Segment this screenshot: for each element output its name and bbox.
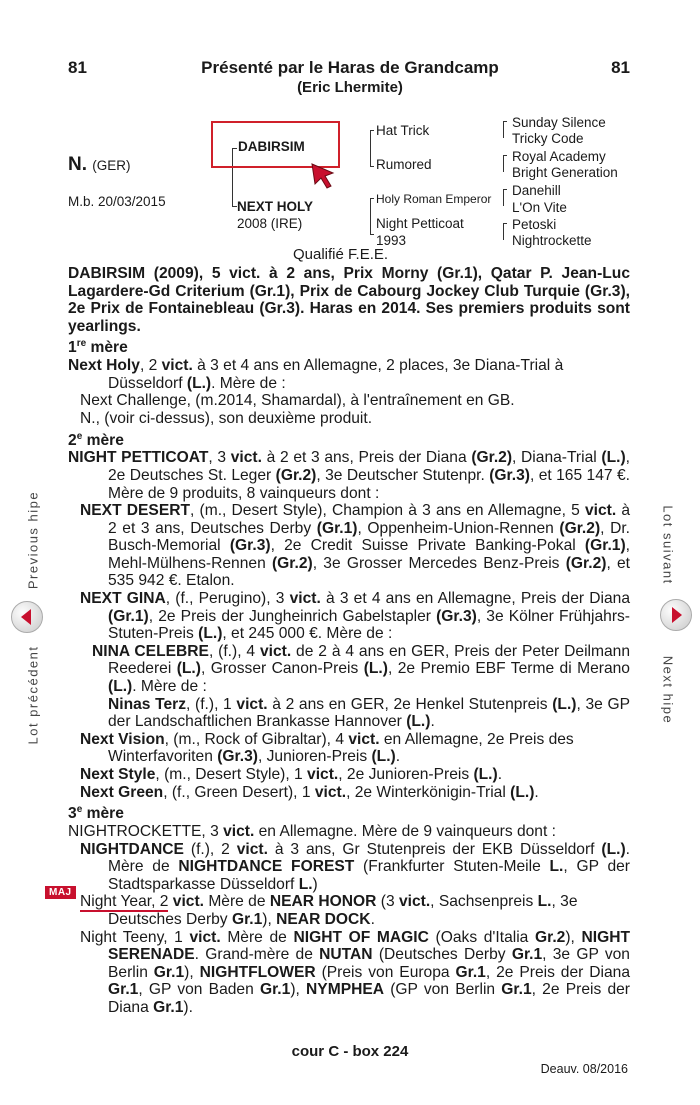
ggp-dds: Petoski: [512, 217, 557, 232]
qualification: Qualifié F.E.E.: [293, 246, 389, 263]
previous-hipe-label[interactable]: Previous hipe: [25, 490, 41, 590]
list-item: Next Green, (f., Green Desert), 1 vict., 2e Winterkönigin-Trial (L.).: [80, 783, 539, 801]
catalogue-body: [68, 265, 630, 1017]
ggp-sdd: Bright Generation: [512, 165, 618, 180]
previous-button[interactable]: [11, 601, 43, 633]
sire-name[interactable]: DABIRSIM: [238, 139, 305, 154]
section-first-dam: 1re mère: [68, 338, 128, 357]
sire-sire: Hat Trick: [376, 123, 430, 138]
previous-lot-label[interactable]: Lot précédent: [25, 645, 41, 745]
lot-number-left: 81: [68, 58, 87, 77]
horse-sex: N.: [68, 154, 87, 175]
arrow-left-icon: [12, 602, 42, 632]
presenter-title: Présenté par le Haras de Grandcamp: [201, 58, 499, 77]
dam-sire: Holy Roman Emperor: [376, 192, 492, 206]
box-location: cour C - box 224: [291, 1043, 409, 1060]
list-item: NINA CELEBRE, (f.), 4 vict. de 2 à 4 ans en GER, Preis der Peter Deilmann Reederei (L.), Grosser Canon-Preis (L.), 2e Premio EBF Terme di Merano (L.). Mère de :: [92, 642, 631, 696]
next-lot-label[interactable]: Lot suivant: [660, 505, 676, 585]
list-item: NIGHTROCKETTE, 3 vict. en Allemagne. Mère de 9 vainqueurs dont :: [68, 822, 556, 840]
list-item: NEXT DESERT, (m., Desert Style), Champion à 3 ans en Allemagne, 5 vict. à 2 et 3 ans, Deutsches Derby (Gr.1), Oppenheim-Union-Rennen (Gr.2), Dr. Busch-Memorial (Gr.3), 2e Credit Suisse Private Banking-Pokal (Gr.1), Mehl-Mülhens-Rennen (Gr.2), 3e Grosser Mercedes Benz-Preis (Gr.2), et 535 942 €. Etalon.: [80, 502, 631, 590]
arrow-right-icon: [661, 600, 691, 630]
list-item: NIGHT PETTICOAT, 3 vict. à 2 et 3 ans, Preis der Diana (Gr.2), Diana-Trial (L.), 2e Deutsches St. Leger (Gr.2), 3e Deutscher Stutenpr. (Gr.3), et 165 147 €. Mère de 9 produits, 8 vainqueurs dont :: [68, 449, 630, 502]
next-button[interactable]: [660, 599, 692, 631]
sire-dam: Rumored: [376, 157, 432, 172]
horse-origin: (GER): [92, 158, 131, 173]
dam-info: 2008 (IRE): [237, 216, 303, 231]
lot-number-right: 81: [611, 58, 630, 77]
ggp-ssd: Tricky Code: [512, 131, 584, 146]
list-item: Ninas Terz, (f.), 1 vict. à 2 ans en GER, 2e Henkel Stutenpreis (L.), 3e GP der Landschaftlichen Brankasse Hannover (L.).: [108, 695, 631, 731]
list-item-updated: Night Year, 2 vict. Mère de NEAR HONOR (3 vict., Sachsenpreis L., 3e Deutsches Derby Gr.1), NEAR DOCK.: [80, 893, 578, 928]
list-item: Next Style, (m., Desert Style), 1 vict., 2e Junioren-Preis (L.).: [80, 766, 503, 783]
ggp-sds: Royal Academy: [512, 149, 606, 164]
list-item: N., (voir ci-dessus), son deuxième produit.: [80, 409, 373, 427]
list-item: Next Vision, (m., Rock of Gibraltar), 4 vict. en Allemagne, 2e Preis des Winterfavoriten (Gr.3), Junioren-Preis (L.).: [80, 730, 574, 766]
update-badge: MAJ: [45, 886, 76, 899]
dam-dam: Night Petticoat: [376, 216, 464, 231]
cursor-arrow-icon: [309, 161, 337, 191]
sire-intro: DABIRSIM (2009), 5 vict. à 2 ans, Prix Morny (Gr.1), Qatar P. Jean-Luc Lagardere-Gd Criterium (Gr.1), Prix de Cabourg Jockey Club Turquie (Gr.3), 2e Prix de Fontainebleau (Gr.3). Haras en 2014. Ses premiers produits sont yearlings.: [68, 265, 630, 335]
section-third-dam: 3e mère: [68, 804, 124, 823]
ggp-sss: Sunday Silence: [512, 115, 606, 130]
list-item: NIGHTDANCE (f.), 2 vict. à 3 ans, Gr Stutenpreis der EKB Düsseldorf (L.). Mère de NIGHTDANCE FOREST (Frankfurter Stuten-Meile L., GP der Stadtsparkasse Düsseldorf L.): [80, 840, 630, 893]
ggp-dsd: L'On Vite: [512, 200, 567, 215]
birth-date: M.b. 20/03/2015: [68, 194, 166, 209]
ggp-dss: Danehill: [512, 183, 561, 198]
next-hipe-label[interactable]: Next hipe: [660, 655, 676, 725]
list-item: Night Teeny, 1 vict. Mère de NIGHT OF MAGIC (Oaks d'Italia Gr.2), NIGHT SERENADE. Grand-mère de NUTAN (Deutsches Derby Gr.1, 3e GP von Berlin Gr.1), NIGHTFLOWER (Preis von Europa Gr.1, 2e Preis der Diana Gr.1, GP von Baden Gr.1), NYMPHEA (GP von Berlin Gr.1, 2e Preis der Diana Gr.1).: [80, 928, 631, 1016]
list-item: Next Holy, 2 vict. à 3 et 4 ans en Allemagne, 2 places, 3e Diana-Trial à Düsseldorf (L.). Mère de :: [68, 357, 564, 392]
list-item: NEXT GINA, (f., Perugino), 3 vict. à 3 et 4 ans en Allemagne, Preis der Diana (Gr.1), 2e Preis der Jungheinrich Gabelstapler (Gr.3), 3e Kölner Frühjahrs-Stuten-Preis (L.), et 245 000 €. Mère de :: [80, 590, 630, 643]
dam-dam-year: 1993: [376, 233, 407, 248]
sale-reference: Deauv. 08/2016: [540, 1062, 628, 1076]
dam-name[interactable]: NEXT HOLY: [237, 199, 314, 214]
ggp-ddd: Nightrockette: [512, 233, 592, 248]
presenter-subtitle: (Eric Lhermite): [297, 79, 403, 96]
list-item: Next Challenge, (m.2014, Shamardal), à l'entraînement en GB.: [80, 392, 515, 410]
section-second-dam: 2e mère: [68, 430, 124, 449]
